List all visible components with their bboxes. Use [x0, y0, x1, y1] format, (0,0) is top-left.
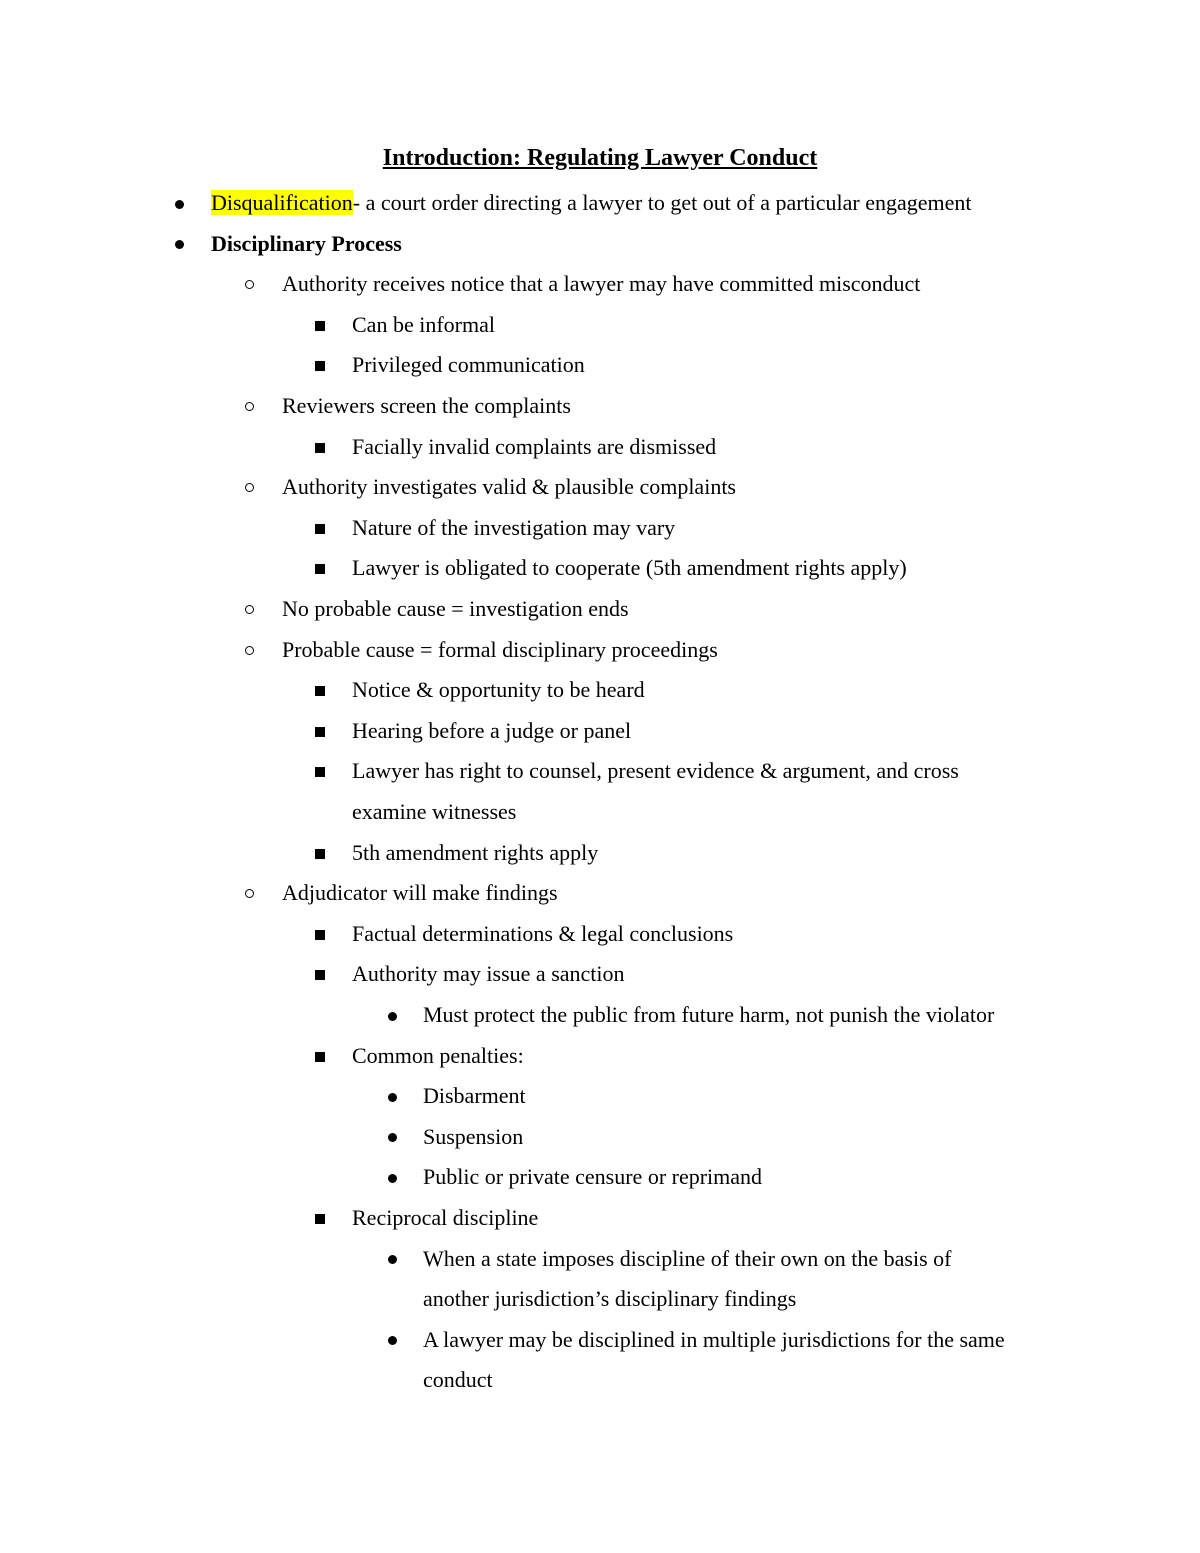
list-item [0, 756, 1200, 786]
list-item-body: conduct [423, 1367, 493, 1393]
list-item-body: Can be informal [352, 311, 495, 337]
list-item [0, 1325, 1200, 1355]
document-title: Introduction: Regulating Lawyer Conduct [382, 145, 818, 171]
list-item-body: Facially invalid complaints are dismissed [352, 433, 717, 459]
list-item [0, 229, 1200, 259]
list-item-body: examine witnesses [352, 799, 517, 824]
list-item-body: Suspension [423, 1123, 524, 1149]
list-item-body: Lawyer is obligated to cooperate (5th amendment rights apply) [352, 555, 907, 581]
disc-bullet-icon [388, 1336, 397, 1345]
disc-bullet-icon [388, 1012, 397, 1021]
disc-bullet-icon [388, 1093, 397, 1102]
list-item [0, 432, 1200, 462]
list-item [0, 959, 1200, 989]
list-item-body: Hearing before a judge or panel [352, 717, 632, 743]
circle-bullet-icon [245, 646, 254, 655]
circle-bullet-icon [245, 402, 254, 411]
list-item-text [352, 838, 598, 868]
list-item-body: Public or private censure or reprimand [423, 1164, 763, 1190]
list-item-text [352, 959, 625, 989]
list-item-body: Lawyer has right to counsel, present evidence & argument, and cross [352, 758, 959, 784]
list-item-body: Probable cause = formal disciplinary proceedings [282, 636, 718, 662]
list-item [0, 675, 1200, 705]
list-item-text [423, 1325, 1005, 1355]
list-item [0, 594, 1200, 624]
list-item-text [423, 1365, 493, 1395]
list-item-text [282, 472, 736, 502]
circle-bullet-icon [245, 605, 254, 614]
list-item [0, 553, 1200, 583]
list-item-text [211, 188, 972, 218]
list-item [0, 1081, 1200, 1111]
list-item-text [282, 391, 571, 421]
list-item-body: Authority investigates valid & plausible complaints [282, 474, 736, 500]
list-item-text [352, 350, 585, 380]
square-bullet-icon [315, 1214, 325, 1224]
list-item [0, 919, 1200, 949]
list-item-body: Authority may issue a sanction [352, 961, 625, 987]
square-bullet-icon [315, 727, 325, 737]
disc-bullet-icon [388, 1133, 397, 1142]
list-item [0, 716, 1200, 746]
list-item-text [423, 1000, 994, 1030]
list-item [0, 391, 1200, 421]
list-item-body: Privileged communication [352, 352, 585, 378]
list-item-body: - a court order directing a lawyer to get out of a particular engagement [352, 190, 972, 215]
highlighted-term: Disqualification [211, 190, 353, 215]
list-item [0, 1041, 1200, 1071]
list-item-body: No probable cause = investigation ends [282, 596, 629, 621]
list-item [0, 1162, 1200, 1192]
list-item [0, 1284, 1200, 1314]
list-item [0, 1203, 1200, 1233]
list-item [0, 1122, 1200, 1152]
list-item-body: When a state imposes discipline of their own on the basis of [423, 1245, 952, 1271]
square-bullet-icon [315, 686, 325, 696]
list-item-text [352, 756, 959, 786]
list-item-text [423, 1244, 952, 1274]
list-item-text [282, 269, 920, 299]
list-item-body: Disbarment [423, 1083, 526, 1109]
list-item [0, 310, 1200, 340]
list-item [0, 269, 1200, 299]
list-item-text [352, 513, 675, 543]
square-bullet-icon [315, 321, 325, 331]
list-item [0, 472, 1200, 502]
list-item [0, 1000, 1200, 1030]
circle-bullet-icon [245, 280, 254, 289]
list-item-text [423, 1162, 762, 1192]
list-item-text [352, 1041, 524, 1071]
square-bullet-icon [315, 767, 325, 777]
square-bullet-icon [315, 443, 325, 453]
list-item-body: Authority receives notice that a lawyer may have committed misconduct [282, 271, 921, 297]
disc-bullet-icon [175, 240, 184, 249]
list-item-text [282, 878, 558, 908]
disc-bullet-icon [388, 1255, 397, 1264]
list-item-body: A lawyer may be disciplined in multiple jurisdictions for the same [423, 1326, 1005, 1352]
list-item-text [423, 1081, 526, 1111]
square-bullet-icon [315, 930, 325, 940]
list-item-body: Factual determinations & legal conclusions [352, 920, 734, 946]
square-bullet-icon [315, 564, 325, 574]
list-item-text [423, 1284, 796, 1314]
list-item-text [352, 310, 495, 340]
list-item-body: Nature of the investigation may vary [352, 514, 676, 540]
list-item-text [352, 716, 631, 746]
list-item-body: Notice & opportunity to be heard [352, 677, 645, 703]
list-item-body: Common penalties: [352, 1042, 524, 1068]
circle-bullet-icon [245, 483, 254, 492]
list-item-body: another jurisdiction’s disciplinary findings [423, 1286, 797, 1312]
list-item-text [211, 229, 402, 259]
square-bullet-icon [315, 1052, 325, 1062]
list-item [0, 188, 1200, 218]
list-item-text [352, 1203, 538, 1233]
list-item-body: Must protect the public from future harm, not punish the violator [423, 1002, 995, 1027]
list-item-text [352, 797, 516, 827]
list-item [0, 513, 1200, 543]
list-item-body: Disciplinary Process [211, 230, 402, 256]
list-item [0, 1365, 1200, 1395]
list-item [0, 878, 1200, 908]
list-item-text [352, 553, 907, 583]
circle-bullet-icon [245, 889, 254, 898]
list-item [0, 350, 1200, 380]
disc-bullet-icon [388, 1174, 397, 1183]
list-item-text [423, 1122, 523, 1152]
list-item-text [352, 919, 733, 949]
square-bullet-icon [315, 970, 325, 980]
square-bullet-icon [315, 849, 325, 859]
list-item [0, 838, 1200, 868]
disc-bullet-icon [175, 200, 184, 209]
list-item-body: Reciprocal discipline [352, 1205, 539, 1230]
list-item-text [282, 594, 629, 624]
list-item-body: Reviewers screen the complaints [282, 393, 571, 418]
list-item [0, 1244, 1200, 1274]
list-item [0, 635, 1200, 665]
list-item-body: Adjudicator will make findings [282, 880, 558, 906]
square-bullet-icon [315, 361, 325, 371]
list-item [0, 797, 1200, 827]
list-item-text [352, 675, 645, 705]
square-bullet-icon [315, 524, 325, 534]
list-item-text [282, 635, 718, 665]
list-item-text [352, 432, 716, 462]
list-item-body: 5th amendment rights apply [352, 839, 599, 865]
